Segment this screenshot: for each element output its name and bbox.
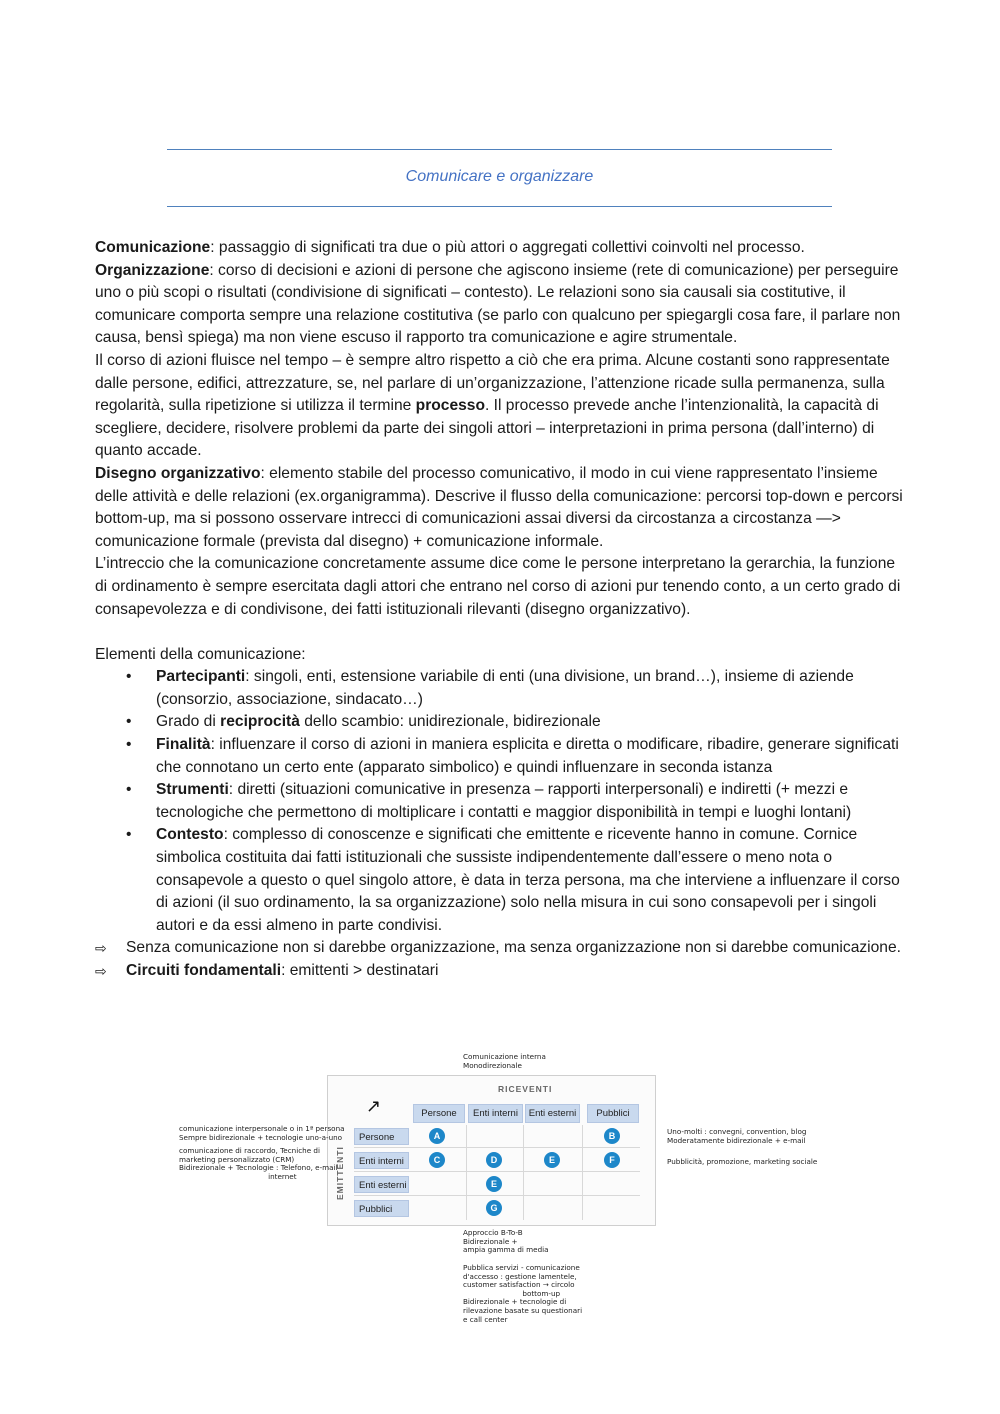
paragraph-intreccio: L’intreccio che la comunicazione concretamente assume dice come le persone interpretano la gerarchia, la funzione di ordinamento è sempre esercitata dagli attori che entrano nel corso di azioni pur tenendo conto, a un certo grado di consapevolezza e di condivisone, dei fatti istituzionali rilevanti (disegno organizzativo). — [95, 555, 901, 618]
grid-line — [354, 1195, 640, 1196]
term: Disegno organizzativo — [95, 464, 261, 482]
note-top: Comunicazione interna Monodirezionale — [463, 1052, 546, 1070]
term: Comunicazione — [95, 239, 211, 256]
spacer — [95, 621, 910, 644]
term: Circuiti fondamentali — [126, 962, 282, 979]
text: . Il processo prevede anche l’intenzionalità, la capacità di scegliere, decidere, risolvere problemi da parte dei singoli attori – interpretazioni in prima persona (dall’interno) di quanto accade. — [95, 397, 879, 460]
row-header: Persone — [354, 1128, 409, 1145]
bullet-icon: • — [126, 668, 132, 686]
column-header: Persone — [413, 1104, 465, 1123]
header-rule-top — [167, 149, 832, 150]
elements-intro: Elementi della comunicazione: — [95, 645, 306, 663]
curved-arrow-icon: ↗ — [366, 1096, 382, 1116]
list-item — [95, 734, 910, 779]
note-right-1: Uno-molti : convegni, convention, blog Moderatamente bidirezionale + e-mail — [667, 1127, 807, 1145]
list-item — [95, 779, 910, 824]
arrow-right-icon: ⇨ — [95, 940, 107, 957]
note-bottom-1: Approccio B-To-B Bidirezionale + ampia gamma di media — [463, 1228, 549, 1255]
senders-label: EMITTENTI — [335, 1146, 345, 1200]
definition-text: : corso di decisioni e azioni di persone che agiscono insieme (rete di comunicazione) per perseguire uno o più scopi o risultati (condivisione di significati – contesto). Le relazioni sono sia causali sia costitutive, il comunicare comporta sempre una relazione costitutiva (se parlo con qualcuno per spiegargli cosa fare, il parlare non causa, bensì spiega) ma non viene escuso il rapporto tra comunicazione e agire strumentale. — [95, 261, 901, 347]
text: : emittenti > destinatari — [281, 962, 439, 979]
circuit-badge: D — [486, 1152, 502, 1168]
term: Organizzazione — [95, 261, 210, 279]
text: : singoli, enti, estensione variabile di enti (una divisione, un brand…), insieme di aziende (consorzio, associazione, sindacato…) — [156, 668, 854, 708]
list-item — [95, 824, 910, 937]
paragraph-organizzazione — [95, 260, 910, 350]
header-rule-bottom — [167, 206, 832, 207]
term: Partecipanti — [156, 668, 246, 686]
definition-text: : passaggio di significati tra due o più attori o aggregati collettivi coinvolti nel processo. — [210, 239, 805, 256]
row-header: Enti interni — [354, 1152, 409, 1169]
term: Strumenti — [156, 781, 229, 799]
term: Finalità — [156, 736, 211, 754]
bullet-icon: • — [126, 826, 132, 844]
column-header: Enti interni — [468, 1104, 523, 1123]
term: reciprocità — [220, 713, 300, 731]
circuit-badge: A — [429, 1128, 445, 1144]
column-header: Pubblici — [587, 1104, 639, 1123]
text: : diretti (situazioni comunicative in presenza – rapporti interpersonali) e indiretti (+ mezzi e tecnologiche che permettono di moltiplicare i contatti e maggior disponibilità in tempi e luoghi lontani) — [156, 781, 852, 821]
text: Il corso di azioni fluisce nel tempo – è sempre altro rispetto a ciò che era prima. Alcune costanti sono rappresentate dalle persone, edifici, attrezzature, se, nel parlare di un’organizzazione, l’attenzione ricade sulla permanenza, sulla regolarità, sulla ripetizione si utilizza il termine — [95, 351, 890, 415]
bullet-icon: • — [126, 781, 132, 799]
paragraph-disegno — [95, 463, 910, 553]
column-header: Enti esterni — [525, 1104, 580, 1123]
text: : complesso di conoscenze e significati che emittente e ricevente hanno in comune. Cornice simbolica costituita dai fatti istituzionali che sussiste indipendentemente dall’essere o meno nota o consapevole a questo o quel singolo attore, è data in terza persona, ma che interviene a influenzare il corso di azioni (il suo ordinamento, la sa organizzazione) solo nella misura in cui sono consapevoli per i singoli autori e da essi almeno in parte condivisi. — [156, 826, 900, 934]
list-item — [95, 711, 910, 734]
paragraph-processo — [95, 350, 910, 463]
circuit-badge: F — [604, 1152, 620, 1168]
bullet-icon: • — [126, 713, 132, 731]
grid-line — [523, 1125, 524, 1220]
paragraph-comunicazione — [95, 237, 910, 260]
circuit-badge: G — [486, 1200, 502, 1216]
grid-line — [582, 1125, 583, 1220]
grid-line — [354, 1147, 640, 1148]
arrow-item — [95, 960, 910, 983]
grid-line — [354, 1171, 640, 1172]
grid-line — [466, 1125, 467, 1220]
bullet-icon: • — [126, 736, 132, 754]
definition-text: : elemento stabile del processo comunicativo, il modo in cui viene rappresentato l’insieme delle attività e delle relazioni (ex.organigramma). Descrive il flusso della comunicazione: percorsi top-down e percorsi bottom-up, ma si possono osservare intrecci di comunicazioni assai diversi da circostanza a circostanza —> comunicazione formale (prevista dal disegno) + comunicazione informale. — [95, 464, 903, 550]
note-left-2: comunicazione di raccordo, Tecniche di marketing personalizzato (CRM) Bidirezionale + Tecnologie : Telefono, e-mail internet — [179, 1146, 338, 1181]
page-title: Comunicare e organizzare — [405, 168, 594, 185]
term: Contesto — [156, 826, 224, 844]
receivers-label: RICEVENTI — [498, 1084, 553, 1094]
text: dello scambio: unidirezionale, bidirezionale — [299, 713, 601, 731]
circuit-badge: C — [429, 1152, 445, 1168]
note-right-2: Pubblicità, promozione, marketing sociale — [667, 1157, 818, 1166]
circuit-badge: B — [604, 1128, 620, 1144]
text: Senza comunicazione non si darebbe organizzazione, ma senza organizzazione non si darebbe comunicazione. — [126, 939, 901, 957]
note-left-1: comunicazione interpersonale o in 1ª persona Sempre bidirezionale + tecnologie uno-a-uno — [179, 1124, 345, 1142]
row-header: Pubblici — [354, 1200, 409, 1217]
arrow-item — [95, 937, 910, 960]
note-bottom-2: Pubblica servizi - comunicazione d'accesso : gestione lamentele, customer satisfaction → circolo bottom-up Bidirezionale + tecnologie di rilevazione basate su questionari e call center — [463, 1263, 583, 1324]
list-item — [95, 666, 910, 711]
circuit-badge: E — [544, 1152, 560, 1168]
text: : influenzare il corso di azioni in maniera esplicita e diretta o modificare, ribadire, generare significati che connotano un certo ente (apparato simbolico) e quindi influenzare in seconda istanza — [156, 736, 899, 776]
text: Grado di — [156, 713, 221, 731]
arrow-right-icon: ⇨ — [95, 963, 107, 979]
row-header: Enti esterni — [354, 1176, 409, 1193]
circuit-badge: E — [486, 1176, 502, 1192]
term: processo — [415, 397, 486, 415]
document-body — [95, 237, 910, 983]
